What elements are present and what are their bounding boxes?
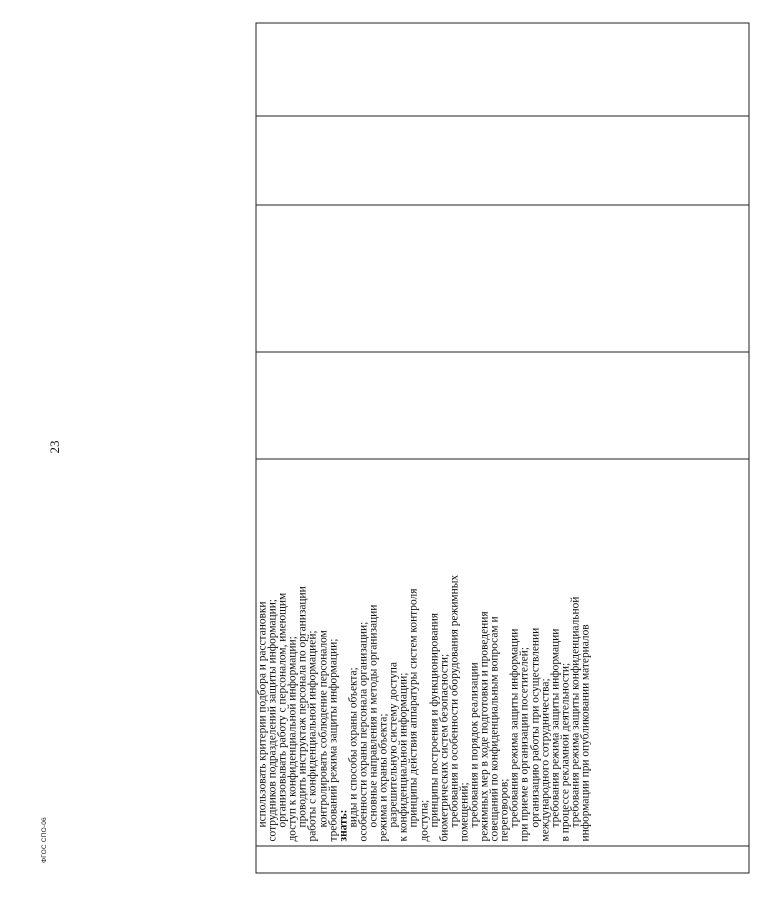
table-text-line: требования и порядок реализации — [467, 661, 480, 827]
table-row — [256, 23, 749, 873]
table-text-line: принципы построения и функционирования — [427, 612, 440, 827]
table-text-line: при приеме в организации посетителей; — [518, 646, 531, 841]
table-text-line: международного сотрудничества; — [538, 677, 551, 841]
table-text-line: требований режима защиты информации; — [326, 638, 339, 841]
table-text-line: совещаний по конфиденциальным вопросам и — [488, 615, 501, 841]
table-text-line: доступа; — [417, 799, 430, 841]
table-text-line: требования режима защиты информации — [508, 628, 521, 827]
table-text-line: разрешительную систему доступа — [387, 661, 400, 827]
table-cell-empty-4 — [256, 23, 749, 116]
table-text-line: переговоров; — [498, 778, 511, 841]
table-text-line: к конфиденциальной информации; — [397, 672, 410, 841]
table-text-line: виды и способы охраны объекта; — [346, 666, 359, 827]
table-text-line: основные направления и методы организации — [367, 604, 380, 827]
document-code: ФГОС СПО-06 — [41, 817, 48, 863]
table-text-line: проводить инструктаж персонала по организации — [296, 585, 309, 827]
table-text-line: принципы действия аппаратуры систем контроля — [407, 588, 420, 827]
table-text-line: требования режима защиты конфиденциальной — [568, 596, 581, 827]
table-text-line: биометрических систем безопасности; — [437, 653, 450, 841]
table-cell-empty-2 — [256, 205, 749, 352]
table-cell-empty-1 — [256, 352, 749, 459]
table-text-line: особенности охраны персонала организации; — [356, 621, 369, 841]
page-number: 23 — [47, 440, 62, 454]
table-cell-skills — [256, 459, 749, 846]
table-text-line: требования и особенности оборудования режимных — [447, 574, 460, 827]
table-cell-index — [256, 846, 749, 873]
table-text-line: организацию работы при осуществлении — [528, 627, 541, 827]
table-text-line: доступ к конфиденциальной информации; — [286, 635, 299, 841]
table-text-line: работы с конфиденциальной информацией; — [306, 629, 319, 841]
table-text-line: информации при опубликовании материалов — [579, 623, 591, 841]
table-text-line: сотрудников подразделений защиты информации; — [266, 598, 279, 841]
table-text-line: помещений; — [457, 781, 470, 841]
table-text-line: организовывать работу с персоналом, имеющим — [276, 592, 289, 827]
table-text-line: в процессе рекламной деятельности; — [558, 662, 571, 841]
competency-table — [255, 22, 749, 873]
table-cell-empty-3 — [256, 116, 749, 205]
rotated-table-container — [249, 24, 761, 881]
table-text-line: контролировать соблюдение персоналом — [316, 629, 329, 827]
table-text-line: знать: — [336, 809, 349, 841]
table-text-line: режима и охраны объекта; — [377, 712, 390, 841]
table-text-line: использовать критерии подбора и расстановки — [256, 600, 268, 827]
table-text-line: режимных мер в ходе подготовки и проведения — [478, 610, 491, 841]
table-text-line: требования режима защиты информации — [548, 628, 561, 827]
